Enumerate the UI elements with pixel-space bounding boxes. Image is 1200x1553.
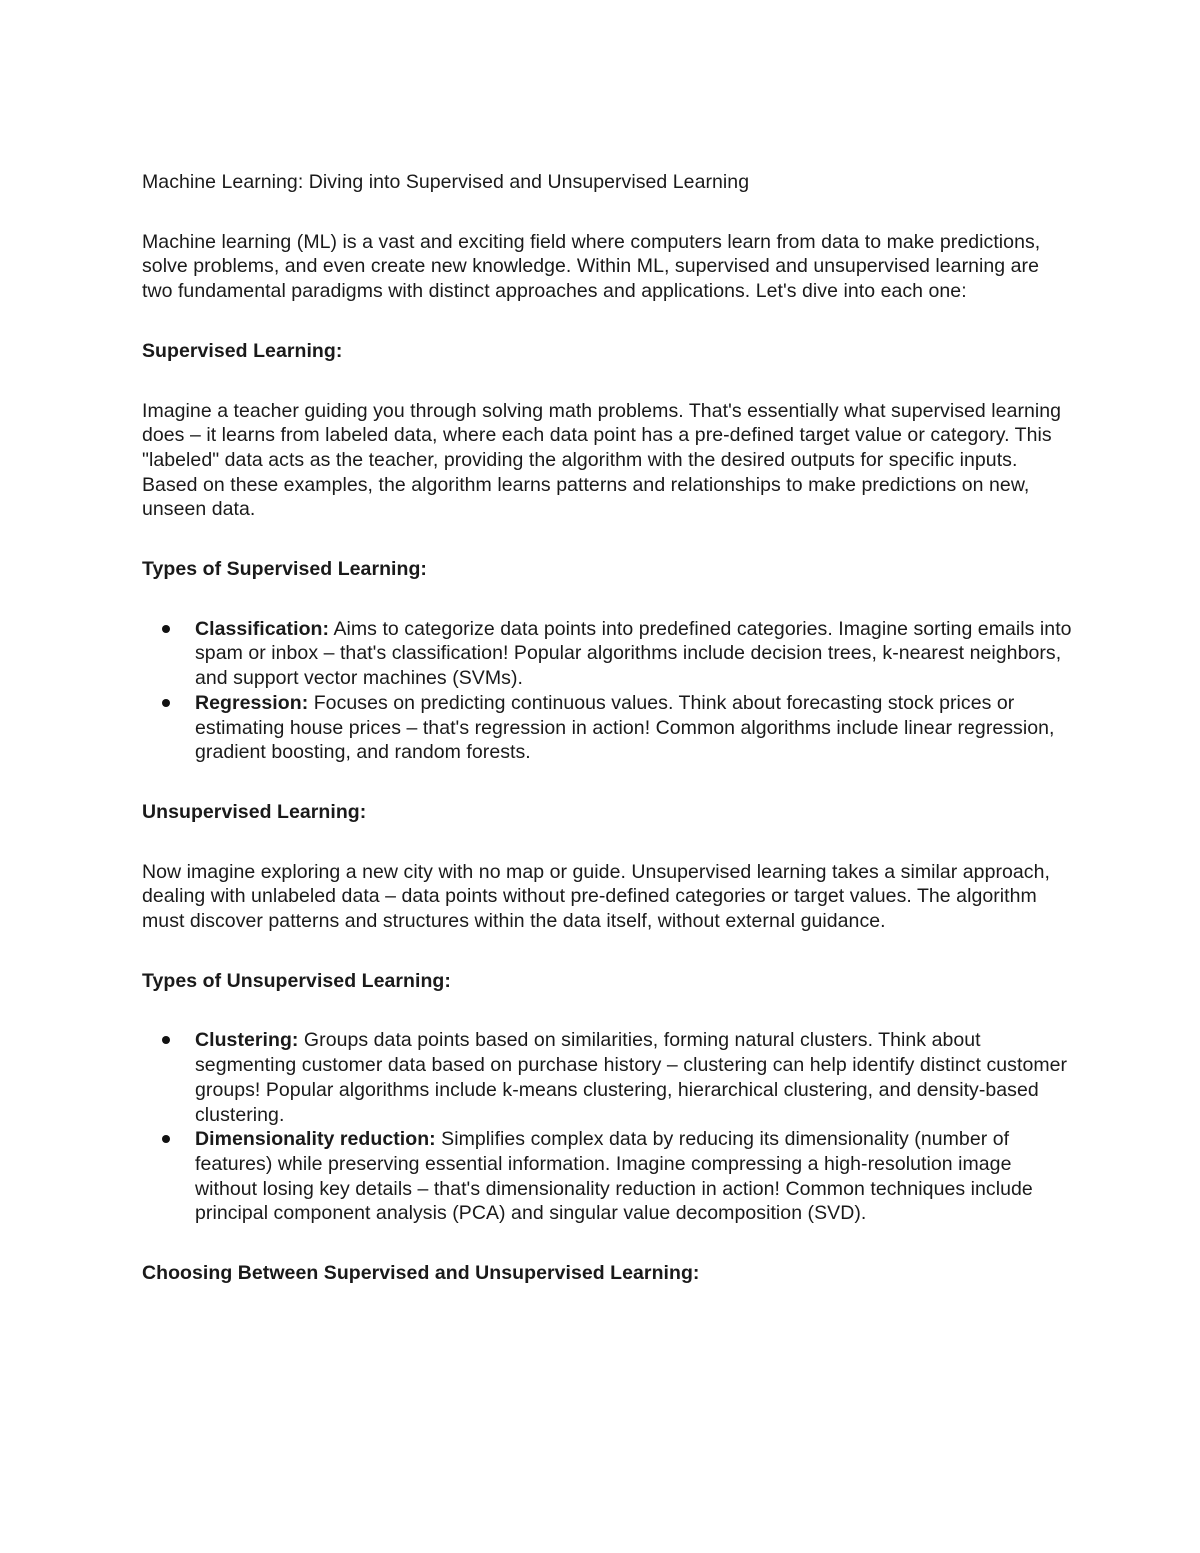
intro-paragraph: Machine learning (ML) is a vast and exciting field where computers learn from data to make predictions, solve problems, and even create new knowledge. Within ML, supervised and unsupervised learning are two fundamental paradigms with distinct approaches and applications. Let's dive into each one: — [142, 230, 1041, 303]
document-body — [142, 170, 1072, 1321]
supervised-types-heading: Types of Supervised Learning: — [142, 558, 427, 581]
regression-description: Focuses on predicting continuous values. Think about forecasting stock prices or estimating house prices – that's regression in action! Common algorithms include linear regression, gradient boosting, and random forests. — [195, 691, 1055, 764]
term-classification: Classification: — [195, 617, 330, 640]
list-item-clustering — [142, 1028, 1072, 1127]
supervised-types-list — [142, 617, 1072, 765]
list-item-dimensionality-reduction — [142, 1127, 1072, 1226]
unsupervised-types-heading: Types of Unsupervised Learning: — [142, 969, 451, 992]
unsupervised-paragraph: Now imagine exploring a new city with no map or guide. Unsupervised learning takes a similar approach, dealing with unlabeled data – data points without pre-defined categories or target values. The algorithm must discover patterns and structures within the data itself, without external guidance. — [142, 860, 1050, 933]
supervised-heading: Supervised Learning: — [142, 339, 343, 362]
bullet-icon — [162, 1036, 170, 1044]
supervised-paragraph: Imagine a teacher guiding you through solving math problems. That's essentially what supervised learning does – it learns from labeled data, where each data point has a pre-defined target value or category. This "labeled" data acts as the teacher, providing the algorithm with the desired outputs for specific inputs. Based on these examples, the algorithm learns patterns and relationships to make predictions on new, unseen data. — [142, 399, 1062, 521]
bullet-icon — [162, 625, 170, 633]
term-dimensionality-reduction: Dimensionality reduction: — [195, 1128, 436, 1151]
list-item-regression — [142, 691, 1072, 765]
classification-description: Aims to categorize data points into predefined categories. Imagine sorting emails into spam or inbox – that's classification! Popular algorithms include decision trees, k-nearest neighbors, and support vector machines (SVMs). — [195, 617, 1072, 690]
dimensionality-reduction-description: Simplifies complex data by reducing its dimensionality (number of features) while preserving essential information. Imagine compressing a high-resolution image without losing key details – that's dimensionality reduction in action! Common techniques include principal component analysis (PCA) and singular value decomposition (SVD). — [195, 1128, 1033, 1225]
bullet-icon — [162, 1135, 170, 1143]
bullet-icon — [162, 699, 170, 707]
clustering-description: Groups data points based on similarities, forming natural clusters. Think about segmenting customer data based on purchase history – clustering can help identify distinct customer groups! Popular algorithms include k-means clustering, hierarchical clustering, and density-based clustering. — [195, 1029, 1068, 1126]
unsupervised-heading: Unsupervised Learning: — [142, 800, 367, 823]
list-item-classification — [142, 617, 1072, 691]
document-title: Machine Learning: Diving into Supervised and Unsupervised Learning — [142, 171, 750, 193]
unsupervised-types-list — [142, 1028, 1072, 1226]
term-regression: Regression: — [195, 691, 309, 714]
choosing-heading: Choosing Between Supervised and Unsupervised Learning: — [142, 1262, 700, 1285]
term-clustering: Clustering: — [195, 1029, 299, 1052]
